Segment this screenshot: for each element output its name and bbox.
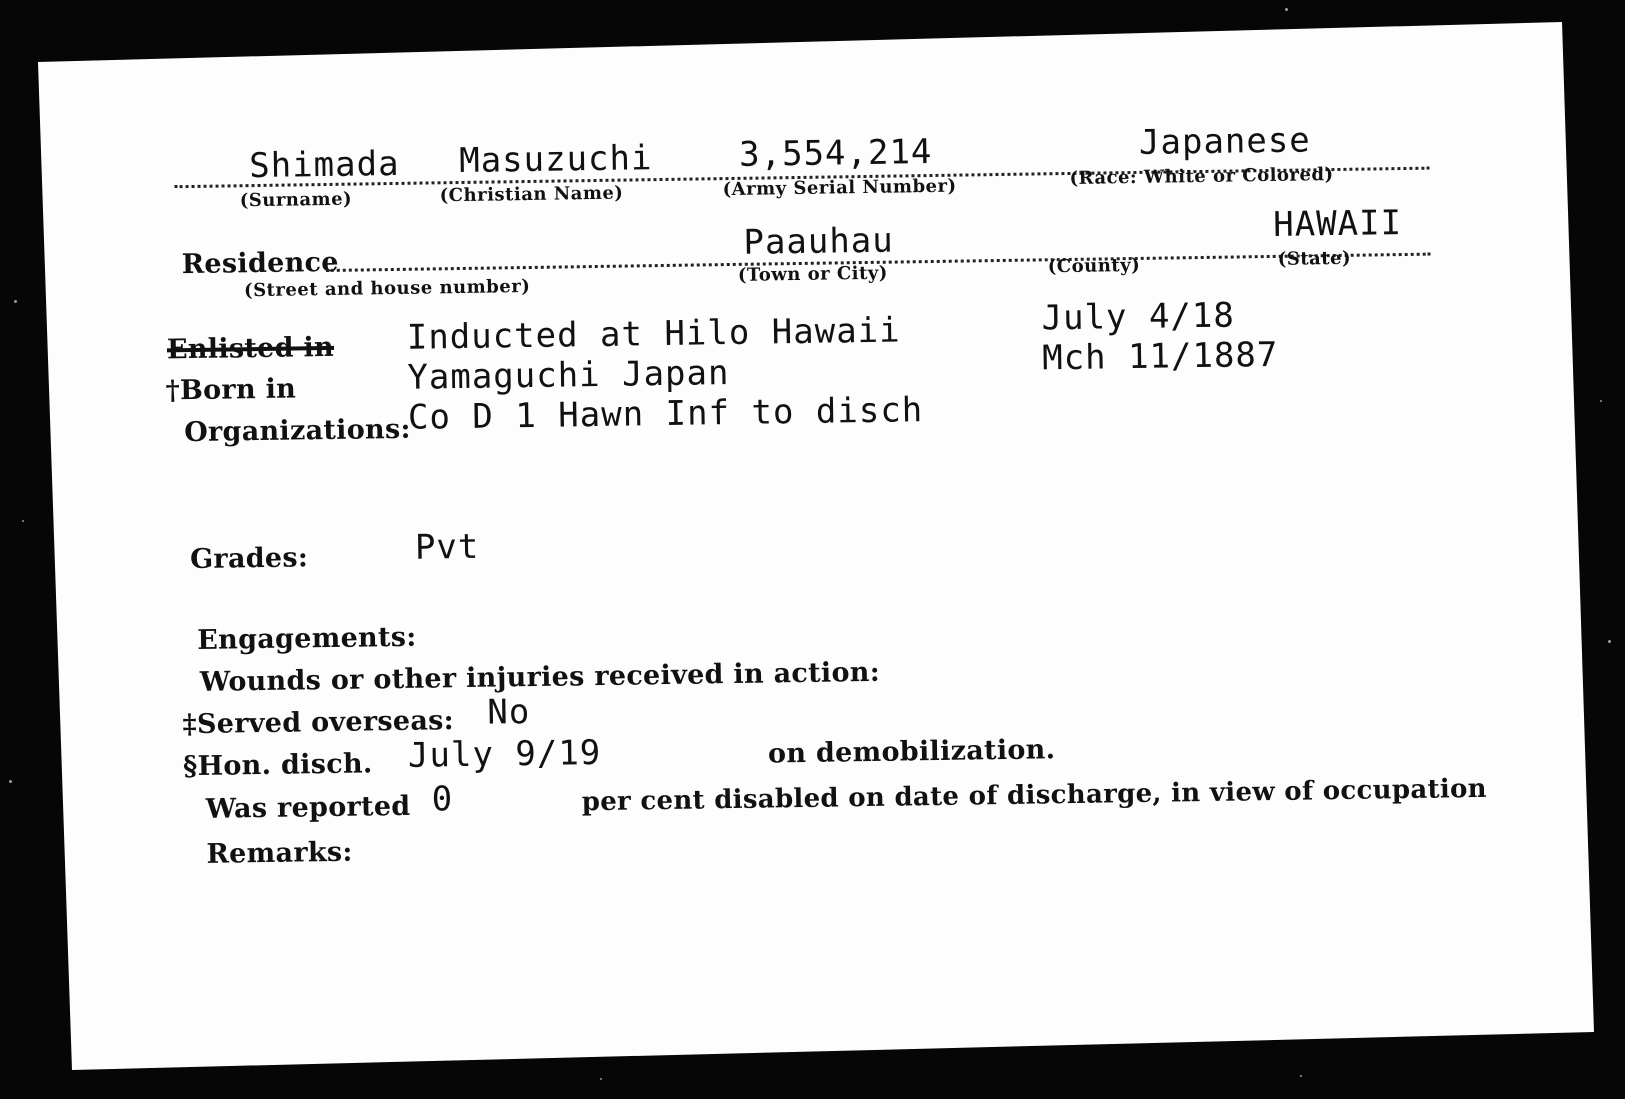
engagements-label: Engagements: <box>197 621 417 656</box>
reported-suffix: per cent disabled on date of discharge, in view of occupation <box>581 773 1488 818</box>
hon-disch-suffix: on demobilization. <box>767 734 1056 770</box>
county-caption: (County) <box>1047 254 1141 278</box>
grades-value: Pvt <box>414 526 480 568</box>
race-value: Japanese <box>1138 120 1312 163</box>
hon-disch-label: §Hon. disch. <box>182 748 373 783</box>
served-overseas-value: No <box>487 692 531 733</box>
enlisted-date: July 4/18 <box>1041 295 1236 339</box>
born-date: Mch 11/1887 <box>1041 334 1279 379</box>
born-value: Yamaguchi Japan <box>407 353 730 398</box>
hon-disch-value: July 9/19 <box>407 732 602 776</box>
serial-number-caption: (Army Serial Number) <box>722 175 957 201</box>
surname-value: Shimada <box>248 143 400 187</box>
born-label: †Born in <box>165 373 297 407</box>
surname-caption: (Surname) <box>239 188 353 212</box>
organizations-label: Organizations: <box>183 413 411 449</box>
residence-label: Residence <box>181 246 340 281</box>
christian-name-value: Masuzuchi <box>458 138 653 182</box>
grades-label: Grades: <box>189 542 309 576</box>
enlisted-label: Enlisted in <box>166 331 335 366</box>
town-caption: (Town or City) <box>737 262 888 286</box>
race-caption: (Race: White or Colored) <box>1069 164 1334 189</box>
organizations-value: Co D 1 Hawn Inf to disch <box>407 390 924 438</box>
remarks-label: Remarks: <box>206 836 353 870</box>
wounds-label: Wounds or other injuries received in action: <box>199 656 881 698</box>
state-caption: (State) <box>1277 247 1352 270</box>
reported-value: 0 <box>431 779 454 820</box>
town-value: Paauhau <box>743 220 895 263</box>
christian-name-caption: (Christian Name) <box>439 182 624 207</box>
street-caption: (Street and house number) <box>243 275 531 302</box>
serial-number-value: 3,554,214 <box>738 131 933 175</box>
state-value: HAWAII <box>1272 203 1403 245</box>
reported-label: Was reported <box>205 790 411 825</box>
enlisted-value: Inducted at Hilo Hawaii <box>406 310 901 358</box>
served-overseas-label: ‡Served overseas: <box>182 705 455 741</box>
